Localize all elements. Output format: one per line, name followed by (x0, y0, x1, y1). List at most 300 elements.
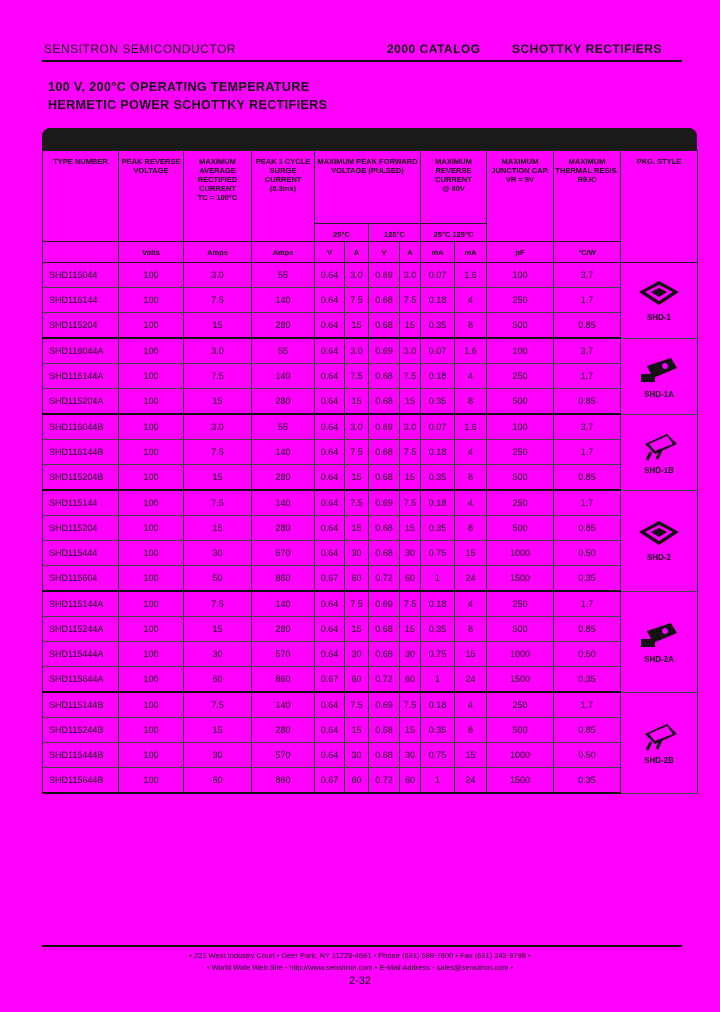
cell-if125: 60 (400, 667, 421, 693)
col-cap (487, 151, 554, 242)
cell-ir125: 24 (455, 667, 487, 693)
cell-io: 3.0 (184, 338, 252, 364)
cell-ifsm: 570 (252, 541, 315, 566)
table-body (43, 263, 698, 794)
cell-if25: 3.0 (345, 263, 369, 288)
vf-temp-25: 25°C (315, 224, 369, 242)
tab-package-icon (637, 354, 681, 388)
table-row (43, 516, 698, 541)
package-cell (621, 263, 698, 339)
cell-vrrm: 100 (119, 338, 184, 364)
package-cell (621, 414, 698, 490)
cell-ifsm: 280 (252, 313, 315, 339)
cell-vf125: 0.69 (369, 263, 400, 288)
cell-vf25: 0.64 (315, 263, 345, 288)
unit-io: Amps (184, 242, 252, 263)
cell-ifsm: 280 (252, 516, 315, 541)
cell-if25: 30 (345, 541, 369, 566)
cell-type: SHD115444A (43, 642, 119, 667)
cell-type: SHD115644A (43, 667, 119, 693)
cell-io: 50 (184, 566, 252, 592)
cell-cap: 250 (487, 288, 554, 313)
col-io-condition: TC = 100°C (197, 193, 238, 202)
cell-rth: 0.35 (554, 566, 621, 592)
cell-io: 15 (184, 617, 252, 642)
package-cell (621, 490, 698, 591)
cell-type: SHD115444 (43, 541, 119, 566)
cell-vf125: 0.68 (369, 718, 400, 743)
cell-vf125: 0.72 (369, 566, 400, 592)
cell-cap: 500 (487, 389, 554, 415)
table-row (43, 490, 698, 516)
cell-if25: 15 (345, 389, 369, 415)
cell-rth: 3.7 (554, 338, 621, 364)
col-rth-label: MAXIMUM THERMAL RESIS. (555, 157, 619, 175)
cell-type: SHD116144B (43, 440, 119, 465)
cell-ir25: 1 (421, 566, 455, 592)
footer-web: • World Wide Web Site - http://www.sensitron.com • E-Mail Address - sales@sensitron.com • (206, 963, 514, 972)
cell-cap: 250 (487, 364, 554, 389)
col-vf: MAXIMUM PEAK FORWARD VOLTAGE (PULSED) (315, 151, 421, 224)
cell-ir25: 0.07 (421, 414, 455, 440)
table-row (43, 313, 698, 339)
cell-type: SHD115144 (43, 490, 119, 516)
cell-vrrm: 100 (119, 414, 184, 440)
cell-rth: 0.35 (554, 667, 621, 693)
cell-ir25: 0.75 (421, 743, 455, 768)
package-label: SHD-2 (646, 553, 671, 562)
cell-ir125: 1.6 (455, 263, 487, 288)
cell-vf25: 0.67 (315, 768, 345, 794)
cell-if25: 7.5 (345, 364, 369, 389)
page-subtitle: HERMETIC POWER SCHOTTKY RECTIFIERS (48, 98, 328, 112)
cell-io: 15 (184, 313, 252, 339)
cell-vf25: 0.64 (315, 718, 345, 743)
cell-type: SHD115444B (43, 743, 119, 768)
cell-if125: 15 (400, 465, 421, 491)
cell-if125: 3.0 (400, 263, 421, 288)
cell-if25: 15 (345, 516, 369, 541)
cell-rth: 1.7 (554, 288, 621, 313)
cell-vf25: 0.64 (315, 465, 345, 491)
cell-vrrm: 100 (119, 541, 184, 566)
cell-vf125: 0.69 (369, 591, 400, 617)
cell-ir125: 4 (455, 364, 487, 389)
package-figure (621, 430, 697, 475)
cell-cap: 1500 (487, 566, 554, 592)
cell-io: 3.0 (184, 414, 252, 440)
cell-type: SHD115144B (43, 692, 119, 718)
page-number: 2-32 (348, 975, 372, 987)
cell-ir25: 0.35 (421, 313, 455, 339)
cell-io: 60 (184, 768, 252, 794)
cell-type: SHD116044B (43, 414, 119, 440)
package-cell (621, 591, 698, 692)
cell-type: SHD115644B (43, 768, 119, 794)
table-row (43, 718, 698, 743)
cell-type: SHD115604 (43, 566, 119, 592)
package-figure (621, 720, 697, 765)
table-row (43, 541, 698, 566)
cell-io: 30 (184, 743, 252, 768)
cell-if125: 7.5 (400, 364, 421, 389)
cell-ifsm: 140 (252, 364, 315, 389)
cell-ifsm: 55 (252, 338, 315, 364)
cell-ir125: 4 (455, 440, 487, 465)
cell-vf25: 0.67 (315, 566, 345, 592)
cell-ifsm: 280 (252, 389, 315, 415)
cell-io: 15 (184, 389, 252, 415)
cell-vrrm: 100 (119, 743, 184, 768)
cell-type: SHD115244A (43, 617, 119, 642)
cell-type: SHD116144A (43, 364, 119, 389)
cell-if25: 30 (345, 642, 369, 667)
cell-ir25: 0.75 (421, 642, 455, 667)
cell-ir25: 0.35 (421, 718, 455, 743)
cell-rth: 0.85 (554, 465, 621, 491)
cell-vf25: 0.64 (315, 516, 345, 541)
cell-if25: 15 (345, 465, 369, 491)
cell-vf25: 0.64 (315, 692, 345, 718)
cell-vf25: 0.64 (315, 389, 345, 415)
table-row (43, 692, 698, 718)
rectifier-spec-table (42, 150, 698, 794)
cell-vf25: 0.64 (315, 541, 345, 566)
cell-if25: 60 (345, 667, 369, 693)
cell-vf25: 0.64 (315, 617, 345, 642)
cell-io: 7.5 (184, 288, 252, 313)
cell-cap: 100 (487, 338, 554, 364)
cell-vf25: 0.64 (315, 338, 345, 364)
cell-if125: 30 (400, 743, 421, 768)
cell-cap: 1000 (487, 743, 554, 768)
table-row (43, 364, 698, 389)
cell-io: 7.5 (184, 490, 252, 516)
cell-if25: 7.5 (345, 490, 369, 516)
cell-vf25: 0.64 (315, 490, 345, 516)
cell-ifsm: 140 (252, 591, 315, 617)
cell-rth: 3.7 (554, 414, 621, 440)
cell-ifsm: 280 (252, 718, 315, 743)
cell-ir125: 24 (455, 768, 487, 794)
unit-ifsm: Amps (252, 242, 315, 263)
cell-vf125: 0.68 (369, 516, 400, 541)
cell-ir125: 15 (455, 642, 487, 667)
cell-type: SHD115204 (43, 516, 119, 541)
cell-vf125: 0.69 (369, 490, 400, 516)
cell-rth: 0.50 (554, 743, 621, 768)
cell-type: SHD116144 (43, 288, 119, 313)
cell-if125: 7.5 (400, 692, 421, 718)
cell-ir125: 8 (455, 389, 487, 415)
cell-vf125: 0.69 (369, 414, 400, 440)
cell-vf125: 0.68 (369, 440, 400, 465)
cell-vrrm: 100 (119, 288, 184, 313)
cell-vf125: 0.68 (369, 642, 400, 667)
cell-rth: 1.7 (554, 440, 621, 465)
cell-ir25: 0.18 (421, 364, 455, 389)
cell-ir125: 15 (455, 743, 487, 768)
cell-if125: 3.0 (400, 338, 421, 364)
cell-ifsm: 280 (252, 617, 315, 642)
cell-ir125: 8 (455, 617, 487, 642)
table-row (43, 743, 698, 768)
table-row (43, 768, 698, 794)
cell-rth: 1.7 (554, 692, 621, 718)
cell-ir125: 8 (455, 718, 487, 743)
vf-temp-125: 125°C (369, 224, 421, 242)
cell-vrrm: 100 (119, 313, 184, 339)
cell-type: SHD115244B (43, 718, 119, 743)
cell-vf25: 0.64 (315, 313, 345, 339)
package-label: SHD-2B (644, 756, 674, 765)
package-figure (621, 619, 697, 664)
cell-type: SHD116044A (43, 338, 119, 364)
cell-vf25: 0.64 (315, 591, 345, 617)
table-row (43, 263, 698, 288)
cell-vf25: 0.64 (315, 364, 345, 389)
cell-if125: 15 (400, 516, 421, 541)
cell-type: SHD115204A (43, 389, 119, 415)
cell-ir25: 0.07 (421, 263, 455, 288)
cell-rth: 0.85 (554, 617, 621, 642)
cell-vrrm: 100 (119, 490, 184, 516)
package-label: SHD-1B (644, 465, 674, 475)
unit-vf25-a: A (345, 242, 369, 263)
cell-io: 7.5 (184, 440, 252, 465)
cell-vf25: 0.64 (315, 414, 345, 440)
table-top-bar (42, 128, 697, 150)
cell-ir25: 0.07 (421, 338, 455, 364)
cell-if125: 7.5 (400, 440, 421, 465)
cell-io: 30 (184, 541, 252, 566)
cell-vf25: 0.64 (315, 288, 345, 313)
cell-ir25: 1 (421, 667, 455, 693)
running-header (42, 40, 682, 62)
cell-rth: 0.35 (554, 768, 621, 794)
cell-if125: 7.5 (400, 288, 421, 313)
table-row (43, 414, 698, 440)
units-row (43, 242, 698, 263)
cell-ir125: 24 (455, 566, 487, 592)
cell-cap: 100 (487, 263, 554, 288)
cell-vrrm: 100 (119, 667, 184, 693)
package-figure (621, 279, 697, 322)
cell-vf125: 0.69 (369, 692, 400, 718)
cell-ir25: 0.18 (421, 591, 455, 617)
cell-vf25: 0.64 (315, 440, 345, 465)
cell-ifsm: 55 (252, 263, 315, 288)
cell-if25: 30 (345, 743, 369, 768)
cell-if125: 3.0 (400, 414, 421, 440)
cell-type: SHD115144A (43, 591, 119, 617)
cell-ir125: 1.6 (455, 414, 487, 440)
cell-io: 30 (184, 642, 252, 667)
cell-vrrm: 100 (119, 566, 184, 592)
lead-package-icon (637, 430, 681, 464)
cell-ir125: 1.6 (455, 338, 487, 364)
cell-rth: 0.85 (554, 313, 621, 339)
col-io-label: MAXIMUM AVERAGE RECTIFIED CURRENT (197, 157, 238, 193)
package-figure (621, 519, 697, 562)
table-row (43, 667, 698, 693)
cell-vf125: 0.68 (369, 541, 400, 566)
square-pad-package-icon (637, 519, 681, 551)
col-ir-label: MAXIMUM REVERSE CURRENT (435, 157, 472, 184)
cell-io: 15 (184, 465, 252, 491)
cell-vf125: 0.68 (369, 389, 400, 415)
cell-ir125: 4 (455, 288, 487, 313)
cell-vrrm: 100 (119, 768, 184, 794)
cell-ifsm: 860 (252, 768, 315, 794)
col-vrrm: PEAK REVERSE VOLTAGE (119, 151, 184, 242)
cell-vf25: 0.64 (315, 642, 345, 667)
cell-vf25: 0.67 (315, 667, 345, 693)
cell-ifsm: 570 (252, 642, 315, 667)
cell-ifsm: 280 (252, 465, 315, 491)
cell-vrrm: 100 (119, 465, 184, 491)
cell-ifsm: 140 (252, 288, 315, 313)
cell-if125: 60 (400, 768, 421, 794)
cell-cap: 250 (487, 440, 554, 465)
cell-io: 15 (184, 516, 252, 541)
cell-vf125: 0.68 (369, 743, 400, 768)
cell-io: 7.5 (184, 364, 252, 389)
cell-if25: 60 (345, 768, 369, 794)
package-cell (621, 692, 698, 793)
cell-vrrm: 100 (119, 642, 184, 667)
package-label: SHD-1 (646, 312, 671, 322)
cell-io: 3.0 (184, 263, 252, 288)
cell-vrrm: 100 (119, 364, 184, 389)
table-row (43, 465, 698, 491)
page-title: 100 V, 200°C OPERATING TEMPERATURE (48, 80, 310, 94)
cell-vrrm: 100 (119, 440, 184, 465)
cell-cap: 1000 (487, 642, 554, 667)
cell-ir25: 0.18 (421, 440, 455, 465)
cell-rth: 3.7 (554, 263, 621, 288)
cell-rth: 0.85 (554, 516, 621, 541)
cell-cap: 100 (487, 414, 554, 440)
cell-cap: 1500 (487, 768, 554, 794)
package-cell (621, 338, 698, 414)
cell-io: 7.5 (184, 692, 252, 718)
cell-ifsm: 570 (252, 743, 315, 768)
package-figure (621, 354, 697, 399)
cell-if25: 15 (345, 617, 369, 642)
cell-cap: 1500 (487, 667, 554, 693)
cell-rth: 1.7 (554, 364, 621, 389)
cell-ir125: 15 (455, 541, 487, 566)
cell-ir125: 8 (455, 313, 487, 339)
cell-if25: 3.0 (345, 338, 369, 364)
footer-address: • 221 West Industry Court • Deer Park, NY 11729-4681 • Phone (631) 586-7600 • Fax (631) 242-9798 • (189, 951, 531, 960)
cell-if125: 15 (400, 718, 421, 743)
cell-if25: 15 (345, 313, 369, 339)
col-ifsm: PEAK 1 CYCLE SURGE CURRENT (8.3ms) (252, 151, 315, 242)
cell-rth: 0.50 (554, 541, 621, 566)
table-row (43, 566, 698, 592)
unit-ir125: mA (455, 242, 487, 263)
cell-if125: 60 (400, 566, 421, 592)
cell-ir25: 0.18 (421, 288, 455, 313)
cell-type: SHD115044 (43, 263, 119, 288)
cell-if125: 7.5 (400, 591, 421, 617)
cell-vrrm: 100 (119, 263, 184, 288)
unit-rth: °C/W (554, 242, 621, 263)
cell-cap: 500 (487, 516, 554, 541)
cell-if25: 7.5 (345, 692, 369, 718)
cell-ir125: 8 (455, 465, 487, 491)
company-name: SENSITRON SEMICONDUCTOR (44, 42, 236, 56)
table-row (43, 642, 698, 667)
package-label: SHD-2A (644, 655, 674, 664)
cell-vrrm: 100 (119, 389, 184, 415)
cell-if25: 3.0 (345, 414, 369, 440)
cell-rth: 0.50 (554, 642, 621, 667)
cell-vf125: 0.68 (369, 465, 400, 491)
cell-vf125: 0.72 (369, 667, 400, 693)
cell-cap: 1000 (487, 541, 554, 566)
cell-if25: 7.5 (345, 440, 369, 465)
col-cap-label: MAXIMUM JUNCTION CAP. (491, 157, 549, 175)
cell-ir25: 0.75 (421, 541, 455, 566)
cell-ir125: 4 (455, 591, 487, 617)
cell-type: SHD115204 (43, 313, 119, 339)
cell-type: SHD115204B (43, 465, 119, 491)
cell-ir25: 0.35 (421, 617, 455, 642)
cell-ir125: 4 (455, 490, 487, 516)
cell-vf125: 0.68 (369, 364, 400, 389)
col-rth-symbol: RθJC (577, 175, 597, 184)
cell-vf125: 0.72 (369, 768, 400, 794)
table-row (43, 440, 698, 465)
square-pad-package-icon (637, 279, 681, 311)
table-row (43, 389, 698, 415)
cell-vrrm: 100 (119, 718, 184, 743)
cell-ir25: 0.18 (421, 490, 455, 516)
cell-ifsm: 860 (252, 667, 315, 693)
cell-if25: 7.5 (345, 591, 369, 617)
cell-cap: 500 (487, 718, 554, 743)
cell-if25: 15 (345, 718, 369, 743)
cell-ir25: 0.35 (421, 465, 455, 491)
cell-vrrm: 100 (119, 692, 184, 718)
col-ir-condition: @ 80V (442, 184, 465, 193)
tab-package-icon (637, 619, 681, 653)
cell-vf125: 0.68 (369, 617, 400, 642)
col-pkg: PKG. STYLE (621, 151, 698, 263)
col-type: TYPE NUMBER (43, 151, 119, 242)
cell-cap: 500 (487, 465, 554, 491)
cell-if125: 30 (400, 642, 421, 667)
cell-ir25: 0.18 (421, 692, 455, 718)
unit-type (43, 242, 119, 263)
cell-if125: 7.5 (400, 490, 421, 516)
cell-rth: 1.7 (554, 591, 621, 617)
cell-rth: 1.7 (554, 490, 621, 516)
cell-vrrm: 100 (119, 516, 184, 541)
cell-ir125: 8 (455, 516, 487, 541)
col-rth (554, 151, 621, 242)
table-row (43, 338, 698, 364)
unit-vf125-a: A (400, 242, 421, 263)
cell-vf25: 0.64 (315, 743, 345, 768)
unit-vf25-v: V (315, 242, 345, 263)
cell-ifsm: 860 (252, 566, 315, 592)
unit-ir25: mA (421, 242, 455, 263)
unit-vrrm: Volts (119, 242, 184, 263)
